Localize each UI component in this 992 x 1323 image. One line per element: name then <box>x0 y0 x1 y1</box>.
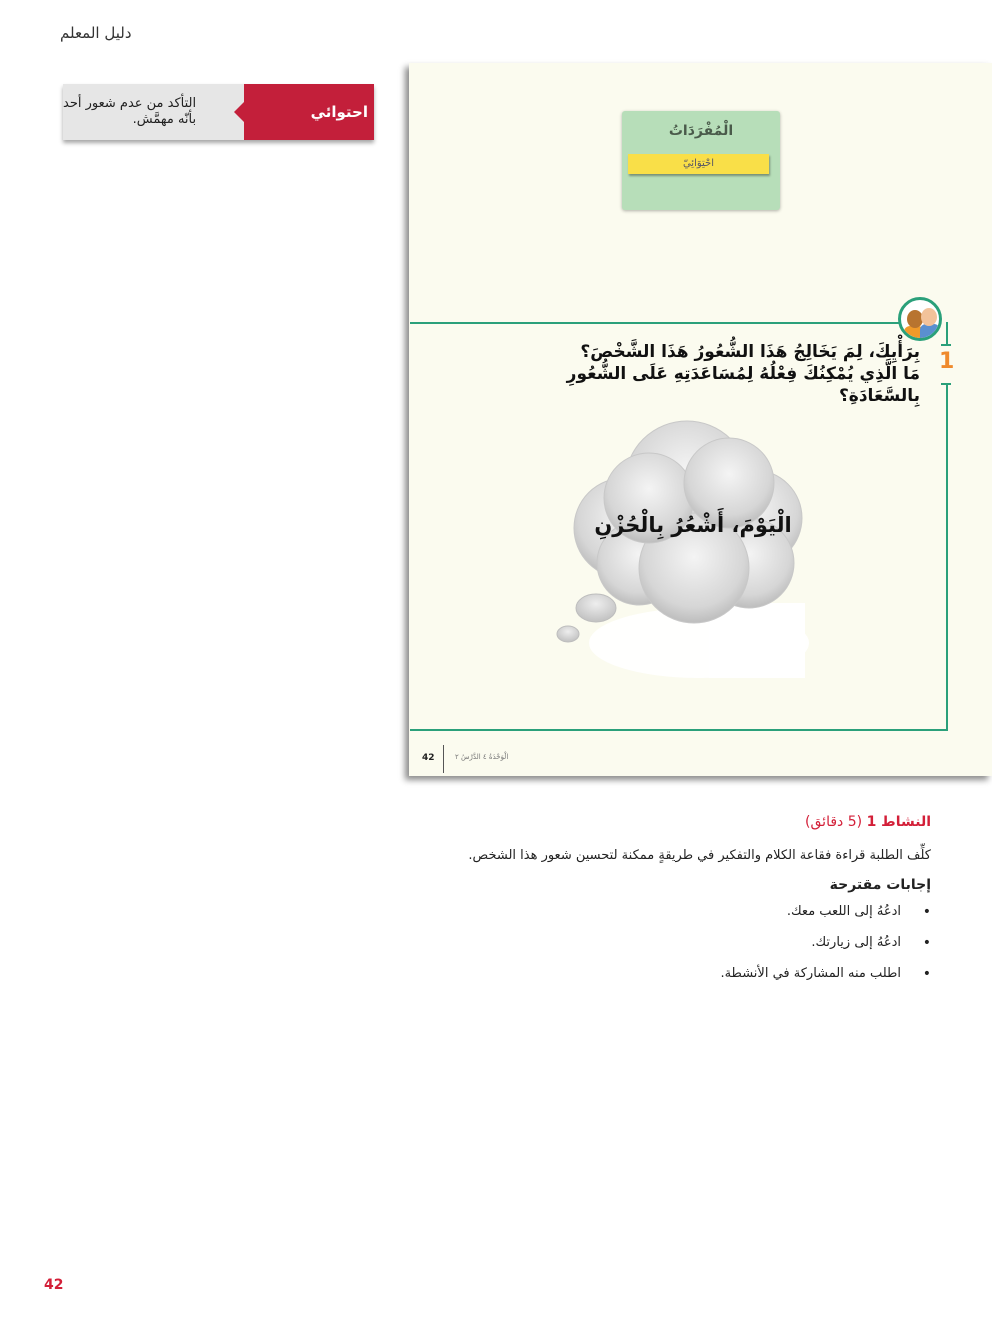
sidebar-note <box>63 84 244 140</box>
answers-list <box>720 904 931 997</box>
activity-number: 1 <box>939 349 955 374</box>
answer-item: • ادعُهُ إلى زيارتك. <box>720 935 931 966</box>
answers-title: إجابات مقترحة <box>829 877 931 893</box>
vocab-word: احْتِوَائِيّ <box>628 154 769 174</box>
textbook-page <box>409 63 992 776</box>
sidebar-vocab-card <box>63 84 374 140</box>
answer-item: • اطلب منه المشاركة في الأنشطة. <box>720 966 931 997</box>
activity-heading <box>805 814 931 830</box>
question-line1: بِرَأْيِكَ، لِمَ يَخَالِجُ هَذَا الشُّعُورُ هَذَا الشَّخْصَ؟ <box>580 342 920 362</box>
footer-separator <box>443 745 444 773</box>
answer-item: • ادعُهُ إلى اللعب معك. <box>720 904 931 935</box>
sidebar-label: احتوائي <box>244 84 374 140</box>
sidebar-note-line1: التأكد من عدم شعور أحد <box>63 96 197 111</box>
activity-heading-title: النشاط 1 <box>866 814 931 830</box>
sidebar-note-line2: بأنّه مهمَّش. <box>132 112 197 127</box>
footer-unit-lesson: الْوَحْدَةُ ٤ الدَّرْسُ ٢ <box>455 753 509 761</box>
footer-page-number: 42 <box>422 753 435 763</box>
guide-title: دليل المعلم <box>60 24 132 42</box>
bottom-page-number: 42 <box>44 1277 64 1293</box>
question-line2: مَا الَّذِي يُمْكِنُكَ فِعْلُهُ لِمُسَاعَدَتِهِ عَلَى الشُّعُورِ بِالسَّعَادَةِ؟ <box>566 364 920 406</box>
activity-duration: (5 دقائق) <box>805 814 863 830</box>
activity-instruction: كلِّف الطلبة قراءة فقاعة الكلام والتفكير في طريقةٍ ممكنة لتحسين شعور هذا الشخص. <box>468 848 931 863</box>
bubble-text: الْيَوْمَ، أَشْعُرُ بِالْحُزْنِ <box>594 513 792 537</box>
thought-bubble <box>409 63 992 776</box>
vocab-title: الْمُفْرَدَاتُ <box>668 123 734 139</box>
